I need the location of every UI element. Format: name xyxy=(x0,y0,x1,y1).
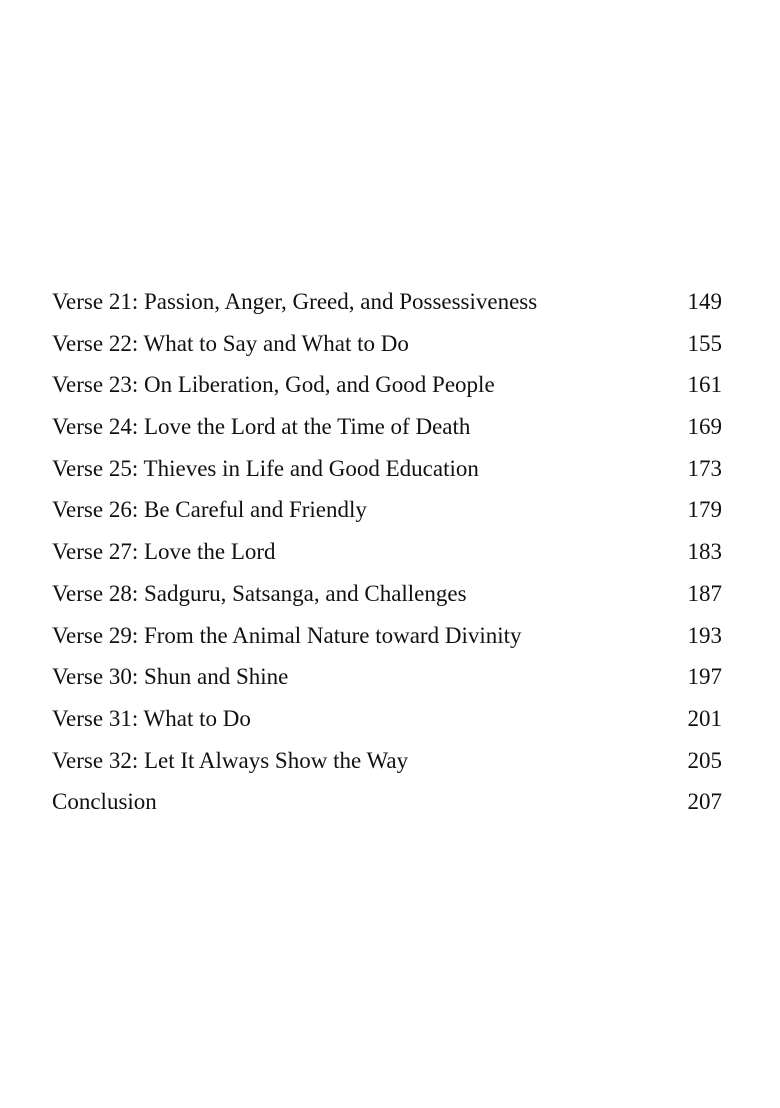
toc-entry-page: 183 xyxy=(687,539,722,565)
toc-entry-title: Verse 21: Passion, Anger, Greed, and Possessiveness xyxy=(52,289,538,314)
toc-entry-title: Verse 24: Love the Lord at the Time of Death xyxy=(52,414,471,440)
toc-entry xyxy=(52,531,722,573)
toc-entry-page: 149 xyxy=(687,289,722,314)
toc-entry-title: Verse 31: What to Do xyxy=(52,705,251,731)
toc-entry xyxy=(52,615,722,657)
toc-entry-page: 169 xyxy=(687,414,722,440)
table-of-contents xyxy=(52,281,722,823)
toc-entry-page: 173 xyxy=(687,455,722,481)
toc-entry xyxy=(52,281,722,323)
toc-entry xyxy=(52,323,722,365)
toc-entry-title: Verse 27: Love the Lord xyxy=(52,539,276,565)
toc-entry-title: Verse 22: What to Say and What to Do xyxy=(52,330,409,356)
toc-entry-page: 179 xyxy=(687,497,722,523)
toc-entry xyxy=(52,489,722,531)
toc-entry-page: 187 xyxy=(687,580,722,606)
toc-entry-page: 201 xyxy=(687,705,722,731)
toc-entry-title: Verse 29: From the Animal Nature toward Divinity xyxy=(52,622,522,648)
toc-entry-title: Verse 23: On Liberation, God, and Good People xyxy=(52,372,495,398)
toc-entry-page: 205 xyxy=(687,747,722,773)
toc-entry xyxy=(52,406,722,448)
toc-entry-page: 207 xyxy=(687,789,722,815)
toc-entry xyxy=(52,698,722,740)
toc-entry-title: Conclusion xyxy=(52,789,157,815)
toc-entry-page: 161 xyxy=(687,372,722,398)
toc-entry xyxy=(52,573,722,615)
toc-entry xyxy=(52,656,722,698)
toc-entry-page: 197 xyxy=(687,664,722,690)
toc-entry-title: Verse 28: Sadguru, Satsanga, and Challenges xyxy=(52,580,467,606)
toc-entry xyxy=(52,448,722,490)
toc-entry-title: Verse 25: Thieves in Life and Good Education xyxy=(52,455,479,481)
toc-entry-title: Verse 26: Be Careful and Friendly xyxy=(52,497,367,523)
toc-entry-page: 193 xyxy=(687,622,722,648)
toc-entry-page: 155 xyxy=(687,330,722,356)
toc-entry xyxy=(52,364,722,406)
toc-entry-title: Verse 32: Let It Always Show the Way xyxy=(52,747,409,773)
toc-entry xyxy=(52,781,722,823)
toc-entry-title: Verse 30: Shun and Shine xyxy=(52,664,289,690)
toc-entry xyxy=(52,740,722,782)
